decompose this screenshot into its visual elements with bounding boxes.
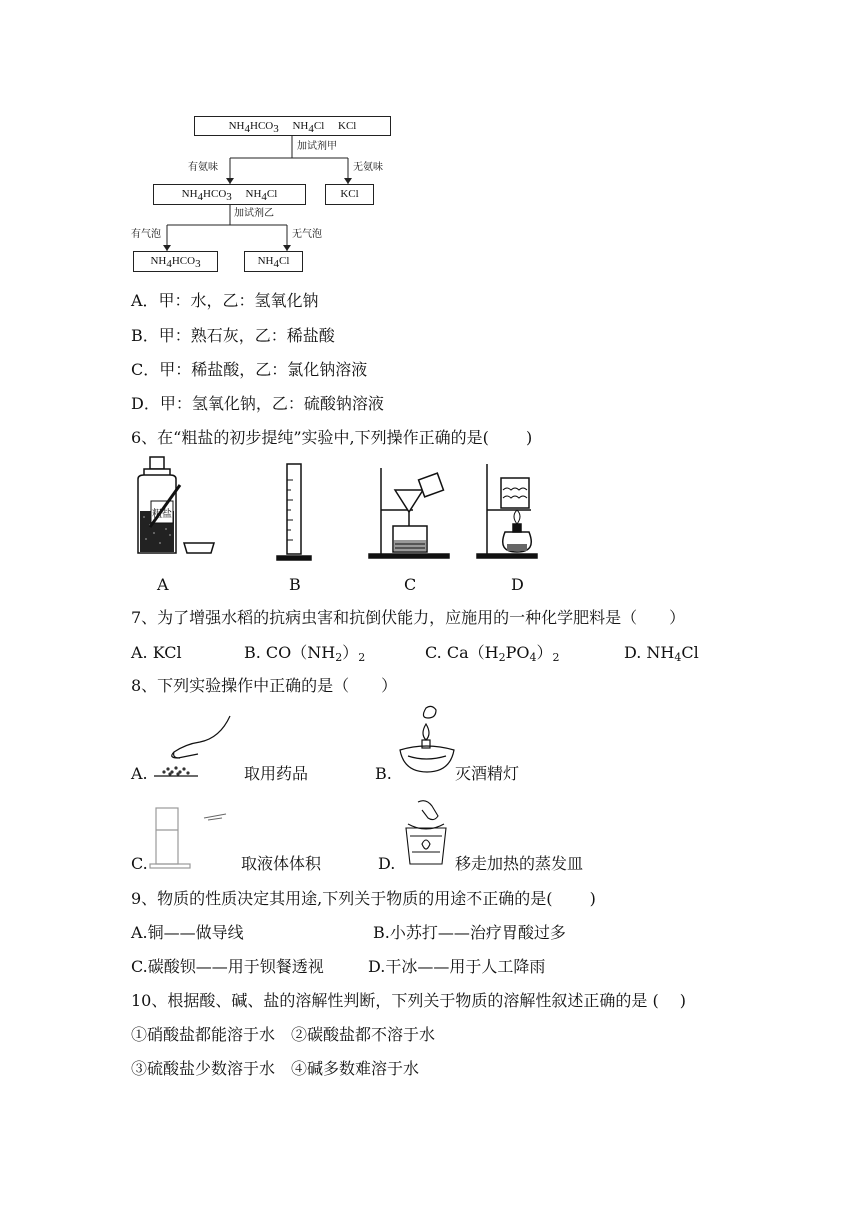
flow-top-item-1: NH4HCO3 xyxy=(228,120,279,135)
flow-reagent-2: 加试剂乙 xyxy=(234,208,274,219)
q10-stem: 10、根据酸、碱、盐的溶解性判断，下列关于物质的溶解性叙述正确的是 ( ) xyxy=(131,991,687,1010)
flow-mid-box xyxy=(153,184,306,205)
q9-option-d: D.干冰——用于人工降雨 xyxy=(368,957,546,976)
q8-image-b-lamp xyxy=(392,702,462,782)
q9-stem: 9、物质的性质决定其用途,下列关于物质的用途不正确的是( ) xyxy=(131,889,596,908)
q6-image-a-jar xyxy=(130,455,230,565)
q5-option-a: A．甲：水，乙：氢氧化钠 xyxy=(131,291,319,310)
q9-option-a: A.铜——做导线 xyxy=(131,923,244,942)
q6-jar-label: 粗盐 xyxy=(152,509,172,520)
flow-left2-label: 有气泡 xyxy=(131,229,161,240)
q6-label-c: C xyxy=(404,575,417,594)
flow-connectors xyxy=(0,0,860,280)
flow-left1-label: 有氨味 xyxy=(188,162,218,173)
q9-option-c: C.碳酸钡——用于钡餐透视 xyxy=(131,957,324,976)
flow-right1-label: 无氨味 xyxy=(353,162,383,173)
q5-option-b: B．甲：熟石灰，乙：稀盐酸 xyxy=(131,326,335,345)
q6-label-a: A xyxy=(157,575,169,594)
q8-option-b-text: 灭酒精灯 xyxy=(455,764,520,783)
q8-option-d-letter: D. xyxy=(378,854,396,873)
q8-option-a-letter: A. xyxy=(131,764,148,783)
q9-option-b: B.小苏打——治疗胃酸过多 xyxy=(373,923,566,942)
q10-line-1: ①硝酸盐都能溶于水 ②碳酸盐都不溶于水 xyxy=(131,1025,436,1044)
q8-option-c-text: 取液体体积 xyxy=(241,854,322,873)
q6-label-b: B xyxy=(289,575,301,594)
q8-option-c-letter: C. xyxy=(131,854,148,873)
q7-option-b: B. $CO(NH_2)_2$ xyxy=(244,643,366,664)
flow-top-box xyxy=(194,116,391,136)
flow-right2-label: 无气泡 xyxy=(292,229,322,240)
q5-option-c: C．甲：稀盐酸，乙：氯化钠溶液 xyxy=(131,360,368,379)
q6-image-d-heating xyxy=(475,460,545,560)
q6-stem: 6、在“粗盐的初步提纯”实验中,下列操作正确的是( ) xyxy=(131,428,533,447)
flow-mid-item-2: NH4Cl xyxy=(245,188,278,203)
q6-image-c-filtration xyxy=(365,460,455,560)
q6-image-b-cylinder xyxy=(275,460,315,560)
q7-option-d: D. $NH_4Cl$ xyxy=(624,643,699,664)
flow-right-box: KCl xyxy=(325,184,374,205)
flow-bottom-right-box: NH4Cl xyxy=(244,251,303,272)
flow-reagent-1: 加试剂甲 xyxy=(297,141,337,152)
q7-option-c: C. $Ca(H_2PO_4)_2$ xyxy=(425,643,560,664)
q8-option-b-letter: B. xyxy=(375,764,392,783)
q8-image-d-evaporation xyxy=(396,796,456,871)
flow-bottom-left-box: NH4HCO3 xyxy=(133,251,218,272)
q8-option-d-text: 移走加热的蒸发皿 xyxy=(455,854,584,873)
q7-stem: 7、为了增强水稻的抗病虫害和抗倒伏能力，应施用的一种化学肥料是（ ） xyxy=(131,608,686,627)
q8-option-a-text: 取用药品 xyxy=(244,764,309,783)
q8-stem: 8、下列实验操作中正确的是（ ） xyxy=(131,676,398,695)
q6-label-d: D xyxy=(511,575,524,594)
flow-mid-item-1: NH4HCO3 xyxy=(181,188,232,203)
q10-line-2: ③硫酸盐少数溶于水 ④碱多数难溶于水 xyxy=(131,1059,420,1078)
q5-option-d: D．甲：氢氧化钠，乙：硫酸钠溶液 xyxy=(131,394,384,413)
q7-option-a: A. KCl xyxy=(131,643,182,662)
flow-top-item-2: NH4Cl xyxy=(292,120,325,135)
q8-image-c-cylinder xyxy=(148,800,238,870)
flow-top-item-3: KCl xyxy=(338,120,357,132)
q8-image-a-hand xyxy=(150,712,240,782)
